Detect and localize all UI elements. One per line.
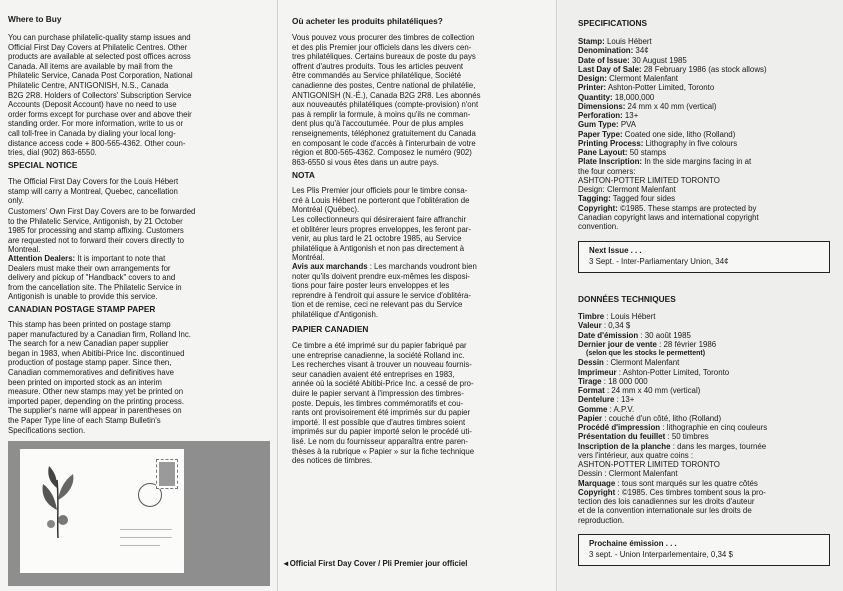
donnee-row: Copyright : ©1985. Ces timbres tombent sous la pro-: [578, 487, 766, 497]
attention-dealers-text: Attention Dealers: It is important to note that Dealers must make their own arrangements for delivery and pickup of "Handback" covers to and from the cancellation site. The Philatelic Service in Antigonish is unable to provide this service.: [8, 254, 182, 302]
ou-acheter-heading: Où acheter les produits philatéliques?: [292, 16, 443, 26]
spec-row: Date of Issue: 30 August 1985: [578, 55, 687, 65]
donnee-row: Dessin : Clermont Malenfant: [578, 358, 680, 368]
donnee-row: Format : 24 mm x 40 mm (vertical): [578, 386, 701, 395]
donnee-row: Gomme : A.P.V.: [578, 404, 635, 414]
specifications-list: [578, 37, 840, 231]
spec-row: Gum Type: PVA: [578, 120, 637, 130]
ou-acheter-text: Vous pouvez vous procurer des timbres de collection et des plis Premier jour officiels dans les divers cen- tres philatéliques. Certains bureaux de poste du pays offrent d'autres produits. Tous les articles peuvent être commandés au Service philatélique, Société canadienne des postes, Centre national de philatélie, ANTIGONISH (N.-É.), Canada B2G 2R8. Les abonnés aux nouveautés philatéliques (compte-provision) n'ont pas à remplir la formule, à moins qu'ils ne comman- dent plus qu'à l'accoutumée. Pour de plus amples renseignements, téléphonez gratuitement du Canada en composant le code d'accès à l'interurbain de votre région et 800-565-4362. Composez le numéro (902) 863-6550 si vous êtes dans un autre pays.: [292, 33, 481, 167]
spec-row: Denomination: 34¢: [578, 46, 649, 56]
special-notice-heading: SPECIAL NOTICE: [8, 160, 78, 170]
donnee-row: Papier : couché d'un côté, litho (Rolland): [578, 413, 722, 423]
stamp-icon: [156, 459, 178, 489]
donnee-row: Marquage : tous sont marqués sur les quatre côtés: [578, 478, 758, 488]
cover-caption: ◄Official First Day Cover / Pli Premier jour officiel: [282, 559, 468, 568]
first-day-cover-envelope: [20, 449, 184, 573]
spec-row: Design: Clermont Malenfant: [578, 185, 676, 194]
where-to-buy-text: You can purchase philatelic-quality stamp issues and Official First Day Covers at Philatelic Centres. Other products are available at selected post offices across Canada. All items are available by mail from the Philatelic Service, Canada Post Corporation, National Philatelic Centre, ANTIGONISH, N.S., Canada B2G 2R8. Holders of Collectors' Subscription Service Accounts (Deposit Account) have no need to use order forms except for purchase over and above their standing order. For more information, write to us or call toll-free in Canada by dialing your local long- distance access code + 800-565-4362. Other coun- tries, dial (902) 863-6550.: [8, 33, 193, 158]
spec-row: Last Day of Sale: 28 February 1986 (as stock allows): [578, 64, 767, 74]
spec-row: Stamp: Louis Hébert: [578, 37, 652, 46]
donnee-row: Dessin : Clermont Malenfant: [578, 469, 678, 479]
spec-row: Copyright: ©1985. These stamps are protected by: [578, 203, 757, 213]
stamp-paper-heading: CANADIAN POSTAGE STAMP PAPER: [8, 304, 156, 314]
attention-dealers-label: Attention Dealers:: [8, 254, 76, 263]
special-notice-text: The Official First Day Covers for the Louis Hébert stamp will carry a Montreal, Quebec, cancellation only.: [8, 177, 179, 206]
spec-row: Paper Type: Coated one side, litho (Rolland): [578, 129, 736, 139]
spec-row: Canadian copyright laws and international copyright: [578, 212, 759, 222]
plant-illustration: [33, 460, 83, 540]
next-issue-box: Next Issue . . . 3 Sept. - Inter-Parliamentary Union, 34¢: [578, 241, 830, 273]
donnee-row: et de la convention internationale sur les droits de: [578, 506, 752, 516]
donnee-row: reproduction.: [578, 515, 625, 525]
donnee-row: (selon que les stocks le permettent): [586, 350, 706, 357]
spec-row: Printer: Ashton-Potter Limited, Toronto: [578, 83, 715, 93]
donnee-row: Présentation du feuillet : 50 timbres: [578, 432, 709, 442]
donnee-row: tection des lois canadiennes sur les droits d'auteur: [578, 497, 755, 506]
spec-row: ASHTON-POTTER LIMITED TORONTO: [578, 175, 720, 185]
papier-canadien-heading: PAPIER CANADIEN: [292, 324, 369, 334]
donnee-row: ASHTON-POTTER LIMITED TORONTO: [578, 460, 720, 469]
papier-canadien-text: Ce timbre a été imprimé sur du papier fabriqué par une entreprise canadienne, la société Rolland inc. Les recherches visant à trouver un nouveau fournis- seur canadien avaient été entreprises en 1983, année où la société Abitibi-Price Inc. a cessé de pro- duire le papier servant à l'impression des timbres- poste. Depuis, les timbres commémoratifs et cou- rants ont provisoirement été imprimés sur du papier importé. Il est possible que d'autres timbres soient imprimés sur du papier importé selon le procédé uti- lisé. Le nom du fournisseur apparaîtra entre paren- thèses à la rubrique « Papier » sur la fiche technique des notices de timbres.: [292, 341, 475, 466]
nota-heading: NOTA: [292, 170, 315, 180]
spec-row: Perforation: 13+: [578, 111, 639, 120]
where-to-buy-heading: Where to Buy: [8, 14, 62, 24]
spec-row: Tagging: Tagged four sides: [578, 194, 676, 204]
prochaine-emission-box: Prochaine émission . . . 3 sept. - Union Interparlementaire, 0,34 $: [578, 534, 830, 566]
nota-text: Les Plis Premier jour officiels pour le timbre consa- cré à Louis Hébert ne porteront que l'oblitération de Montréal (Québec).: [292, 186, 470, 215]
donnee-row: Tirage : 18 000 000: [578, 376, 648, 386]
english-info-column: [0, 0, 276, 591]
spec-row: the four corners:: [578, 166, 636, 176]
donnees-techniques-list: [578, 312, 841, 525]
donnee-row: Procédé d'impression : lithographie en cinq couleurs: [578, 423, 768, 432]
spec-row: Plate Inscription: In the side margins facing in at: [578, 157, 752, 167]
customers-covers-text: Customers' Own First Day Covers are to be forwarded to the Philatelic Service, Antigonish, by 21 October 1985 for processing and stamp affixing. Customers are requested not to forward their covers directly to Montreal.: [8, 207, 196, 255]
donnee-row: Date d'émission : 30 août 1985: [578, 330, 691, 340]
avis-marchands-text: Avis aux marchands : Les marchands voudront bien noter qu'ils doivent prendre eux-mêmes les disposi- tions pour faire poster leurs enveloppes et les reprendre à l'endroit qui assure le service d'oblitéra- tion et de remise, ceci ne relevant pas du Service philatélique d'Antigonish.: [292, 262, 477, 319]
specifications-column: [558, 0, 843, 591]
donnees-techniques-heading: DONNÉES TECHNIQUES: [578, 294, 676, 304]
fold-divider: [277, 0, 278, 591]
fold-divider: [556, 0, 557, 591]
donnee-row: Imprimeur : Ashton-Potter Limited, Toronto: [578, 367, 730, 377]
spec-row: convention.: [578, 222, 619, 231]
spec-row: Printing Process: Lithography in five colours: [578, 138, 738, 148]
spec-row: Pane Layout: 50 stamps: [578, 148, 667, 157]
donnee-row: Dernier jour de vente : 28 février 1986: [578, 339, 717, 349]
donnee-row: Dentelure : 13+: [578, 395, 635, 405]
donnee-row: Timbre : Louis Hébert: [578, 312, 656, 321]
donnee-row: Valeur : 0,34 $: [578, 321, 631, 331]
spec-row: Design: Clermont Malenfant: [578, 74, 678, 83]
avis-marchands-label: Avis aux marchands: [292, 262, 368, 271]
donnee-row: vers l'intérieur, aux quatre coins :: [578, 450, 694, 460]
donnee-row: Inscription de la planche : dans les marges, tournée: [578, 441, 767, 451]
french-info-column: [280, 0, 555, 591]
spec-row: Quantity: 18,000,000: [578, 92, 655, 102]
spec-row: Dimensions: 24 mm x 40 mm (vertical): [578, 101, 717, 111]
stamp-paper-text: This stamp has been printed on postage stamp paper manufactured by a Canadian firm, Rolland Inc. The search for a new Canadian paper supplier began in 1983, when Abitibi-Price Inc. discontinued production of postage stamp paper. Since then, Canadian commemoratives and definitives have been printed on imported stock as an interim measure. Other new stamps may yet be printed on imported paper, depending on the printing process. The supplier's name will appear in parentheses on the Paper Type line of each Stamp Bulletin's Specifications section.: [8, 320, 191, 435]
collectionneurs-text: Les collectionneurs qui désireraient faire affranchir et oblitérer leurs propres enveloppes, les feront par- venir, au plus tard le 21 octobre 1985, au Service philatélique à Antigonish et non pas directement à Montréal.: [292, 215, 471, 263]
specifications-heading: SPECIFICATIONS: [578, 18, 647, 28]
